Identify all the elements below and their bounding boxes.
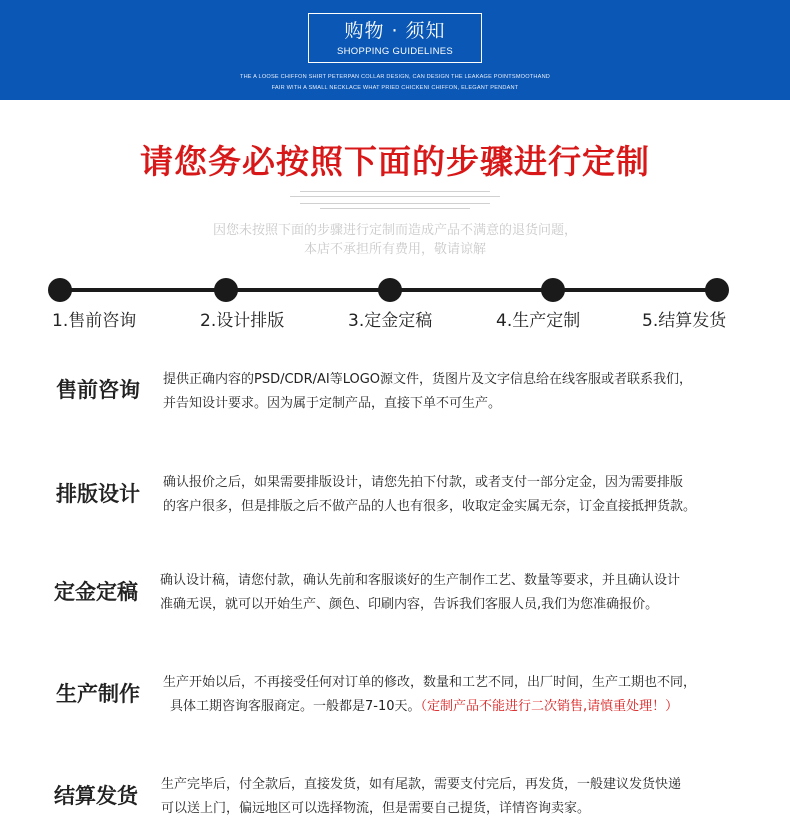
notice-line1: 因您未按照下面的步骤进行定制而造成产品不满意的退货问题，: [212, 223, 577, 238]
section-text-line: 可以送上门，偏远地区可以选择物流，但是需要自己提货，详情咨询卖家。: [161, 801, 591, 816]
step-dot-1: [48, 278, 72, 302]
section-title-settlement: 结算发货: [54, 784, 138, 808]
section-text-production: [163, 671, 763, 719]
section-text-line-2: [163, 695, 763, 719]
step-label-4: 4.生产定制: [496, 311, 581, 331]
notice-line2: 本店不承担所有费用，敬请谅解: [303, 242, 486, 257]
page-title: 购物 · 须知: [344, 20, 446, 42]
step-label-2: 2.设计排版: [200, 311, 285, 331]
step-timeline: [0, 270, 790, 310]
decorative-line: [300, 191, 490, 192]
page-title-en: SHOPPING GUIDELINES: [336, 46, 454, 57]
section-title-layout: 排版设计: [56, 482, 140, 506]
section-title-deposit: 定金定稿: [54, 580, 138, 604]
section-text-line: 具体工期咨询客服商定。一般都是7-10天。: [170, 699, 421, 714]
section-title-presale: 售前咨询: [56, 378, 140, 402]
decorative-line: [300, 203, 490, 204]
decorative-line: [320, 208, 470, 209]
step-label-3: 3.定金定稿: [348, 311, 433, 331]
section-text-line: 确认设计稿，请您付款，确认先前和客服谈好的生产制作工艺、数量等要求，并且确认设计: [160, 573, 681, 588]
section-text-line: 确认报价之后，如果需要排版设计，请您先拍下付款，或者支付一部分定金，因为需要排版: [163, 475, 684, 490]
section-text-line: 提供正确内容的PSD/CDR/AI等LOGO源文件，货图片及文字信息给在线客服或者联系我们，: [163, 372, 693, 387]
step-dot-3: [378, 278, 402, 302]
headline: 请您务必按照下面的步骤进行定制: [140, 142, 650, 181]
section-text-layout: [163, 471, 763, 519]
section-text-line: 生产完毕后，付全款后，直接发货，如有尾款，需要支付完后，再发货，一般建议发货快递: [161, 777, 682, 792]
section-text-settlement: [161, 773, 761, 821]
section-text-presale: [163, 368, 763, 416]
decorative-line: [290, 196, 500, 197]
step-dot-5: [705, 278, 729, 302]
header-subtitle-line2: FAIR WITH A SMALL NECKLACE WHAT PRIED CHICKENI CHIFFON, ELEGANT PENDANT: [271, 85, 519, 91]
title-box: [308, 13, 482, 63]
section-text-line: 的客户很多，但是排版之后不做产品的人也有很多，收取定金实属无奈，订金直接抵押货款。: [163, 499, 697, 514]
section-text-line: 并告知设计要求。因为属于定制产品，直接下单不可生产。: [163, 396, 502, 411]
step-label-5: 5.结算发货: [642, 311, 727, 331]
header-subtitle-line1: THE A LOOSE CHIFFON SHIRT PETERPAN COLLAR DESIGN, CAN DESIGN THE LEAKAGE POINTSMOOTHAND: [239, 74, 551, 80]
section-text-deposit: [160, 569, 760, 617]
step-dot-4: [541, 278, 565, 302]
header-banner: [0, 0, 790, 100]
warning-text: （定制产品不能进行二次销售,请慎重处理！）: [420, 699, 679, 714]
step-dot-2: [214, 278, 238, 302]
section-text-line: 生产开始以后，不再接受任何对订单的修改，数量和工艺不同，出厂时间，生产工期也不同，: [163, 675, 697, 690]
section-title-production: 生产制作: [56, 682, 140, 706]
step-label-1: 1.售前咨询: [52, 311, 137, 331]
section-text-line: 准确无误，就可以开始生产、颜色、印刷内容，告诉我们客服人员,我们为您准确报价。: [160, 597, 659, 612]
